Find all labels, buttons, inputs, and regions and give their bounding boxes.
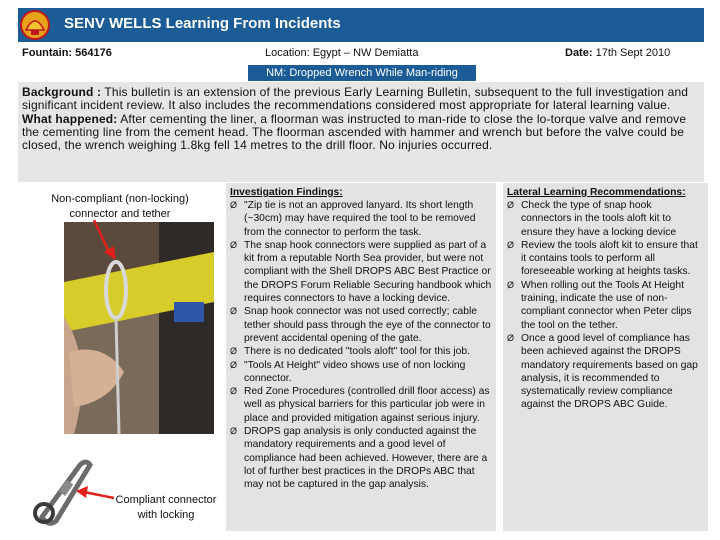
bullet-icon: Ø — [507, 332, 515, 343]
list-item — [507, 199, 704, 239]
list-item — [230, 359, 492, 386]
recommendation-text: Review the tools aloft kit to ensure that it contains tools to perform all foreseeable working at heights tasks. — [521, 239, 698, 278]
recommendation-text: When rolling out the Tools At Height training, indicate the use of non-compliant connector when Peter clips the tool on the tether. — [521, 279, 692, 331]
finding-text: "Zip tie is not an approved lanyard. Its short length (~30cm) may have required the tool to be removed from the connector to perform the task. — [244, 200, 476, 238]
finding-text: Snap hook connector was not used correctly; cable tether should pass through the eye of the connector to prevent accidental opening of the gate. — [244, 306, 491, 344]
list-item — [507, 279, 704, 332]
lateral-learning-panel — [503, 183, 708, 531]
fountain-meta — [22, 47, 112, 59]
list-item — [230, 425, 492, 491]
bullet-icon: Ø — [230, 386, 238, 397]
findings-list — [226, 199, 496, 492]
bullet-icon: Ø — [507, 239, 515, 250]
background-section — [22, 86, 702, 152]
caption-arrow-icon — [90, 218, 120, 262]
bullet-icon: Ø — [230, 200, 238, 210]
date-meta — [565, 47, 670, 59]
recommendations-title: Lateral Learning Recommendations: — [507, 187, 686, 198]
bullet-icon: Ø — [507, 279, 515, 290]
location-label: Location: — [265, 47, 310, 59]
list-item — [230, 239, 492, 305]
location-meta — [265, 47, 418, 59]
compliant-caption: Compliant connector with locking — [115, 494, 217, 521]
finding-text: Red Zone Procedures (controlled drill floor access) as well as physical barriers for this particular job were in place and provided mitigation against serious injury. — [244, 386, 490, 424]
noncompliant-connector-photo — [64, 222, 214, 434]
what-happened-text: After cementing the liner, a floorman was instructed to man-ride to close the lo-torque valve and remove the cementing line from the cement head. The floorman ascended with hammer and wrench but before the valve could be closed, the wrench weighing 1.8kg fell 14 metres to the drill floor. No injuries occurred. — [22, 111, 687, 153]
finding-text: DROPS gap analysis is only conducted against the mandatory requirements and a good level of compliance had been achieved. However, there are a lot of further best practices in the DROPs ABC that may not be captured in the gap analysis. — [244, 426, 488, 491]
list-item — [230, 305, 492, 345]
date-label: Date: — [565, 47, 593, 59]
bullet-icon: Ø — [507, 200, 515, 210]
date-value: 17th Sept 2010 — [595, 47, 671, 59]
list-item — [507, 239, 704, 279]
findings-title: Investigation Findings: — [230, 187, 343, 198]
nm-title-bar: NM: Dropped Wrench While Man-riding — [248, 65, 476, 81]
bullet-icon: Ø — [230, 426, 238, 437]
what-happened-label: What happened: — [22, 111, 118, 126]
bullet-icon: Ø — [230, 359, 238, 370]
background-label: Background : — [22, 85, 102, 99]
bullet-icon: Ø — [230, 239, 238, 250]
shell-pecten-icon — [20, 10, 50, 40]
bullet-icon: Ø — [230, 346, 238, 357]
finding-text: There is no dedicated "tools aloft" tool for this job. — [244, 346, 470, 358]
list-item — [230, 345, 492, 358]
fountain-value: 564176 — [75, 47, 112, 59]
finding-text: The snap hook connectors were supplied as part of a kit from a reputable North Sea provider, but were not compliant with the Shell DROPS ABC Best Practice or the DROPS Forum Reliable Securing handbook which requires connectors to have a locking device. — [244, 239, 492, 305]
list-item — [230, 199, 492, 239]
list-item — [230, 385, 492, 425]
page-title: SENV WELLS Learning From Incidents — [64, 15, 341, 32]
fountain-label: Fountain: — [22, 47, 73, 59]
recommendation-text: Check the type of snap hook connectors in the tools aloft kit to ensure they have a locking device — [521, 200, 677, 238]
investigation-findings-panel — [226, 183, 496, 531]
list-item — [507, 332, 704, 412]
recommendations-list — [503, 199, 708, 412]
finding-text: "Tools At Height" video shows use of non locking connector. — [244, 359, 466, 384]
noncompliant-caption: Non-compliant (non-locking) connector and tether — [51, 193, 189, 220]
location-value: Egypt – NW Demiatta — [312, 47, 419, 59]
bullet-icon: Ø — [230, 306, 238, 317]
background-text: This bulletin is an extension of the previous Early Learning Bulletin, subsequent to the full investigation and significant incident review. It also includes the recommendations considered most appropriate for lateral learning value. — [22, 85, 689, 113]
recommendation-text: Once a good level of compliance has been achieved against the DROPS mandatory requirements based on gap analysis, it is recommended to systematically review compliance against the DROPS ABC Guide. — [521, 332, 698, 411]
